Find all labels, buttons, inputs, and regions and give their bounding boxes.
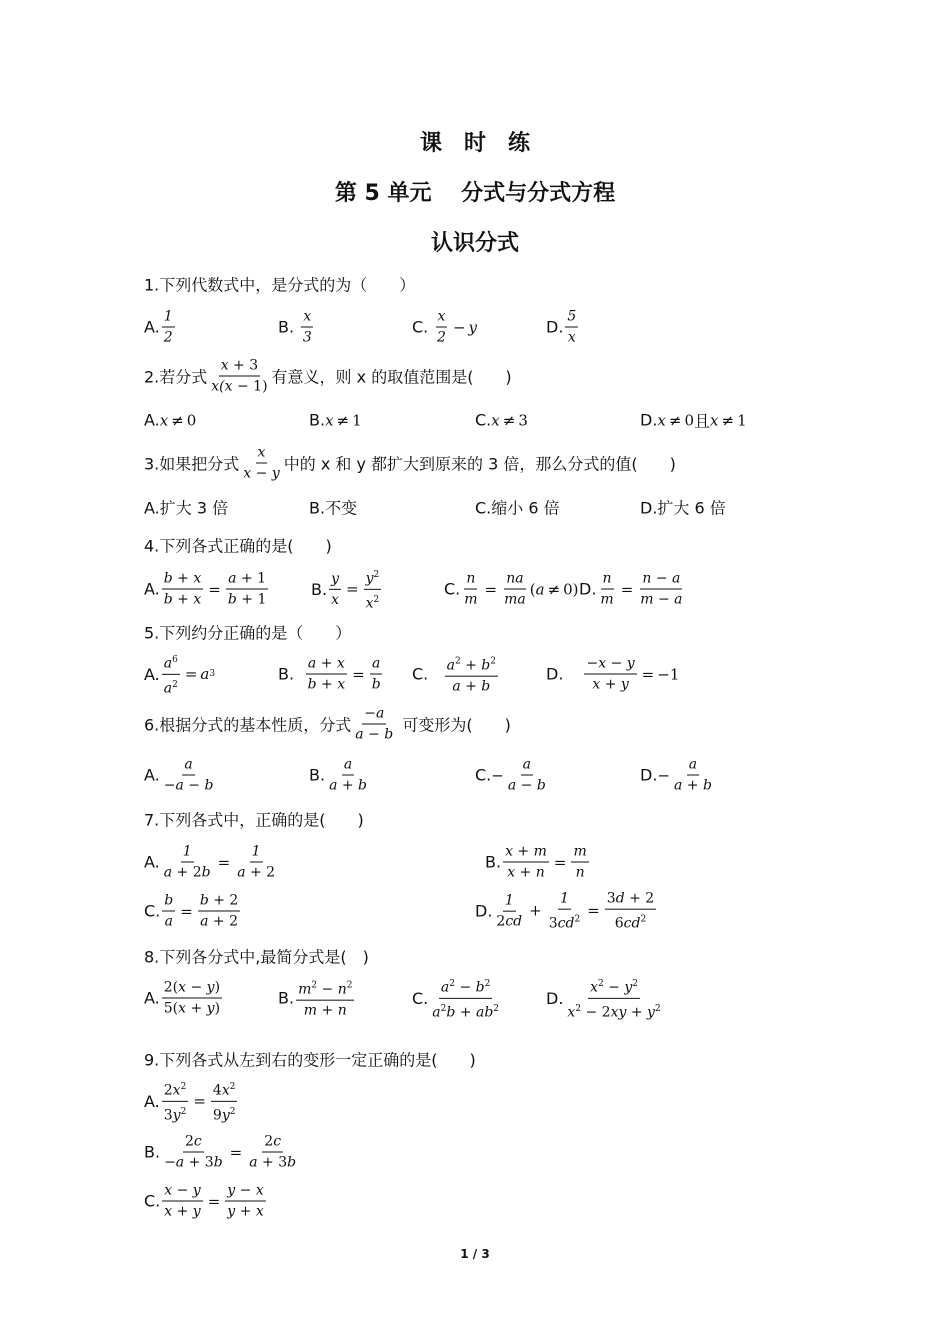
option-a[interactable]: A. $\frac{a}{-a - b}$ (144, 756, 214, 794)
question-9-stem: 9.下列各式从左到右的变形一定正确的是( ) (144, 1050, 476, 1070)
option-c[interactable]: C. − $\frac{a}{a - b}$ (475, 756, 546, 794)
option-d[interactable]: D. $\frac{n}{m}$ = $\frac{n - a}{m - a}$ (579, 570, 683, 608)
option-c[interactable]: C. $\frac{x - y}{x + y}$ = $\frac{y - x}{y + x}$ (144, 1182, 264, 1220)
option-a[interactable]: A. $\frac{2(x - y)}{5(x + y)}$ (144, 979, 221, 1017)
question-4-stem: 4.下列各式正确的是( ) (144, 536, 332, 556)
option-c[interactable]: C. $\frac{n}{m}$ = $\frac{na}{ma}$ ( a ≠ 0) (444, 570, 579, 608)
page-title: 课 时 练 (419, 131, 530, 156)
option-c[interactable]: C.缩小 6 倍 (475, 498, 560, 518)
option-a[interactable]: A. x ≠ 0 (144, 410, 197, 430)
option-c[interactable]: C. $\frac{a^2 + b^2}{a + b}$ (412, 652, 500, 697)
option-b[interactable]: B. $\frac{x + m}{x + n}$ = $\frac{m}{n}$ (485, 843, 587, 881)
option-c[interactable]: C. $\frac{b}{a}$ = $\frac{b + 2}{a + 2}$ (144, 892, 239, 930)
option-d[interactable]: D. − $\frac{a}{a + b}$ (640, 756, 712, 794)
option-a[interactable]: A. $\frac{a^6}{a^2}$ = a 3 (144, 650, 215, 698)
option-d[interactable]: D. $\frac{5}{x}$ (546, 308, 577, 346)
option-a[interactable]: A. $\frac{b + x}{b + x}$ = $\frac{a + 1}{b + 1}$ (144, 570, 267, 608)
option-c[interactable]: C. $\frac{x}{2}$ − y (412, 308, 478, 346)
option-b[interactable]: B. x ≠ 1 (309, 410, 362, 430)
question-5-stem: 5.下列约分正确的是（ ） (144, 623, 352, 643)
option-a[interactable]: A. $\frac{2x^2}{3y^2}$ = $\frac{4x^2}{9y^2}$ (144, 1077, 239, 1125)
question-6-stem: 6.根据分式的基本性质，分式 $\frac{-a}{a - b}$ 可变形为( ) (144, 705, 511, 743)
lesson-title: 认识分式 (430, 231, 519, 256)
option-d[interactable]: D. $\frac{x^2 - y^2}{x^2 - 2xy + y^2}$ (546, 974, 665, 1022)
question-1-stem: 1.下列代数式中，是分式的为（ ） (144, 275, 416, 295)
option-b[interactable]: B. $\frac{y}{x}$ = $\frac{y^2}{x^2}$ (311, 565, 383, 613)
option-d[interactable]: D.扩大 6 倍 (640, 498, 726, 518)
option-b[interactable]: B. $\frac{x}{3}$ (278, 308, 312, 346)
option-a[interactable]: A. $\frac{1}{2}$ (144, 308, 173, 346)
question-2-stem: 2.若分式 $\frac{x + 3}{x(x - 1)}$ 有意义，则 x 的取值范围是( ) (144, 357, 512, 395)
option-b[interactable]: B. $\frac{a}{a + b}$ (309, 756, 368, 794)
option-c[interactable]: C. x ≠ 3 (475, 410, 528, 430)
question-8-stem: 8.下列各分式中,最简分式是( ) (144, 947, 369, 967)
option-c[interactable]: C. $\frac{a^2 - b^2}{a^2b + ab^2}$ (412, 974, 503, 1022)
option-b[interactable]: B. $\frac{2c}{-a + 3b}$ = $\frac{2c}{a + 3b}$ (144, 1133, 297, 1171)
option-b[interactable]: B. $\frac{a + x}{b + x}$ = $\frac{a}{b}$ (278, 655, 381, 693)
option-d[interactable]: D. x ≠ 0 且 x ≠ 1 (640, 410, 747, 431)
question-3-stem: 3.如果把分式 $\frac{x}{x - y}$ 中的 x 和 y 都扩大到原来的 3 倍，那么分式的值( ) (144, 444, 676, 482)
option-a[interactable]: A.扩大 3 倍 (144, 498, 229, 518)
option-d[interactable]: D. $\frac{-x - y}{x + y}$ = −1 (546, 655, 680, 693)
unit-title: 第 5 单元 分式与分式方程 (334, 181, 616, 206)
question-7-stem: 7.下列各式中，正确的是( ) (144, 810, 364, 830)
option-b[interactable]: B. $\frac{m^2 - n^2}{m + n}$ (278, 976, 356, 1021)
page-number: 1 / 3 (460, 1247, 490, 1261)
option-b[interactable]: B.不变 (309, 498, 358, 518)
option-a[interactable]: A. $\frac{1}{a + 2b}$ = $\frac{1}{a + 2}$ (144, 843, 276, 881)
option-d[interactable]: D. $\frac{1}{2cd}$ + $\frac{1}{3cd^2}$ = $\frac{3d + 2}{6cd^2}$ (475, 890, 655, 932)
